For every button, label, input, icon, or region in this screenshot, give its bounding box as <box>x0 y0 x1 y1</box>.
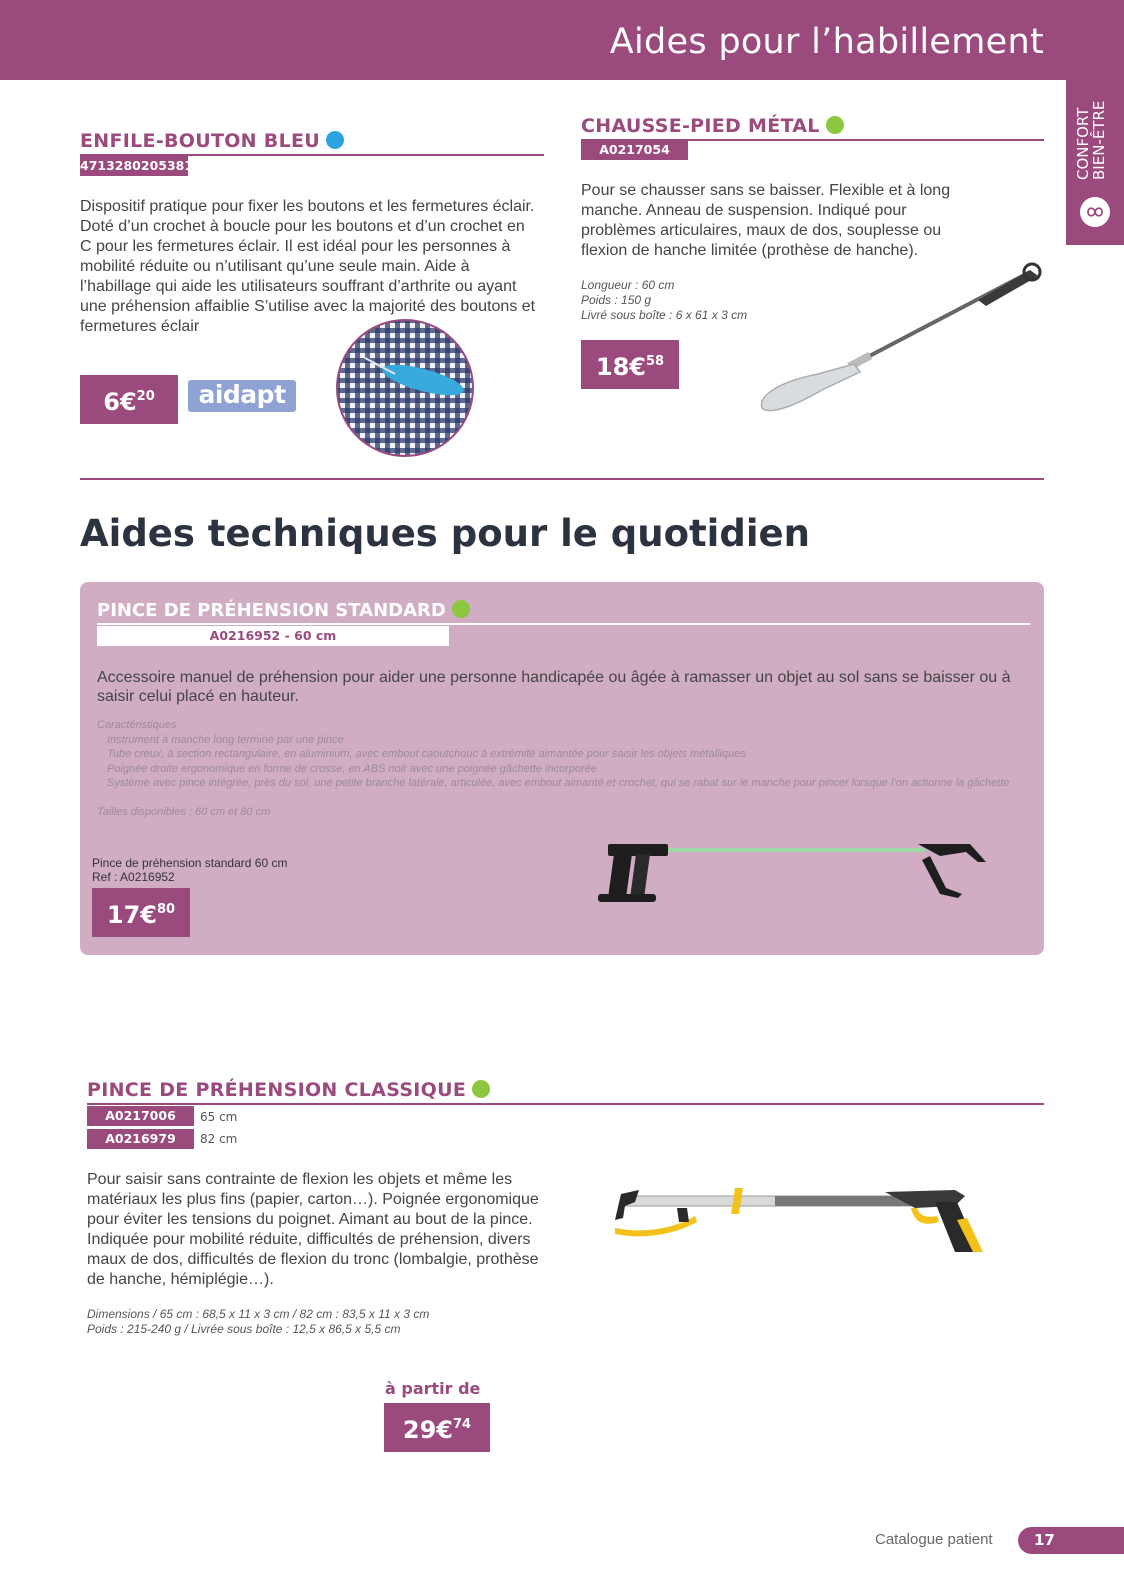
price-cents: 74 <box>453 1417 472 1432</box>
header-bar <box>0 0 1124 80</box>
spec-weight: Poids : 150 g <box>581 293 652 307</box>
page-title: Aides pour l’habillement <box>609 22 1044 62</box>
product-title-text: PINCE DE PRÉHENSION CLASSIQUE <box>87 1079 467 1101</box>
characteristics-heading: Caractéristiques <box>97 719 177 731</box>
product-title-text: PINCE DE PRÉHENSION STANDARD <box>97 600 446 621</box>
price-cents: 20 <box>136 389 155 404</box>
price-main: 29€ <box>402 1416 453 1444</box>
product-characteristics <box>97 718 1027 819</box>
product-title-pince-classique <box>87 1079 490 1101</box>
product-title-pince-standard <box>97 600 470 621</box>
reacher-classic-image <box>615 1172 1005 1262</box>
category-tab[interactable] <box>1066 80 1124 245</box>
product-description: Dispositif pratique pour fixer les boutons et les fermetures éclair. Doté d’un crochet à boucle pour les boutons et d’un crochet en C pour les fermetures éclair. Il est idéal pour les personnes à mobilité réduite ou n’utilisant qu’une seule main. Aide à l’habillage qui aide les utilisateurs souffrant d’arthrite ou ayant une préhension affaiblie S’utilise avec la majorité des boutons et fermetures éclair <box>80 198 536 335</box>
product-description: Accessoire manuel de préhension pour aider une personne handicapée ou âgée à ramasser un objet au sol sans se baisser ou à saisir celui placé en hauteur. <box>97 669 1011 705</box>
price-main: 18€ <box>595 353 646 381</box>
infinity-icon <box>1080 197 1110 227</box>
product-title-enfile-bouton <box>80 130 344 152</box>
spec-dimensions: Dimensions / 65 cm : 68,5 x 11 x 3 cm / 82 cm : 83,5 x 11 x 3 cm <box>87 1307 430 1321</box>
characteristic-item: Instrument à manche long terminé par une pince <box>107 733 344 746</box>
product-small-ref: Ref : A0216952 <box>92 870 175 884</box>
price-main: 6€ <box>103 388 137 416</box>
blue-dot-icon <box>326 131 344 149</box>
category-tab-label <box>1075 80 1107 180</box>
page-number: 17 <box>1034 1531 1055 1549</box>
product-ref: A0217054 <box>581 140 688 160</box>
price-cents: 58 <box>646 354 665 369</box>
product-specs <box>87 1307 547 1337</box>
price-tag <box>80 375 178 424</box>
characteristic-item: Tube creux, à section rectangulaire, en aluminium, avec embout caoutchouc à extrémité aimantée pour saisir les objets métalliques <box>107 748 746 760</box>
characteristic-item: Poignée droite ergonomique en forme de crosse, en ABS noir avec une poignée gâchette incorporée <box>107 762 598 775</box>
green-dot-icon <box>826 116 844 134</box>
footer-label: Catalogue patient <box>875 1531 993 1548</box>
aidapt-logo: aidapt <box>188 380 296 412</box>
product-ref: A0216952 - 60 cm <box>97 626 449 646</box>
available-sizes: Tailles disponibles : 60 cm et 80 cm <box>97 805 271 818</box>
spec-weight: Poids : 215-240 g / Livrée sous boîte : 12,5 x 86,5 x 5,5 cm <box>87 1322 401 1336</box>
ref-size-82: 82 cm <box>200 1132 238 1146</box>
product-title-text: ENFILE-BOUTON BLEU <box>80 130 320 152</box>
product-title-text: CHAUSSE-PIED MÉTAL <box>581 115 820 137</box>
product-description: Pour saisir sans contrainte de flexion les objets et même les matériaux les plus fins (papier, carton…). Poignée ergonomique pour éviter les tensions du poignet. Aimant au bout de la pince. Indiquée pour mobilité réduite, difficultés de préhension, divers maux de dos, difficultés de flexion du tronc (lombalgie, prothèse de hanche, hémiplégie…). <box>87 1171 539 1288</box>
characteristic-item: Système avec pince intégrée, près du sol, une petite branche latérale, articulée, avec embout aimanté et crochet, qui se rabat sur le manche pour pincer lorsque l’on actionne la gâchette <box>107 777 1010 789</box>
green-dot-icon <box>452 600 470 618</box>
category-line-1: CONFORT <box>1074 107 1092 180</box>
product-ref-65: A0217006 <box>87 1106 194 1126</box>
product-ref: 4713280205381 <box>80 156 188 176</box>
reacher-standard-image <box>600 840 1020 920</box>
product-small-name: Pince de préhension standard 60 cm <box>92 856 288 870</box>
price-cents: 80 <box>157 902 176 917</box>
spec-box: Livré sous boîte : 6 x 61 x 3 cm <box>581 308 748 322</box>
section-divider <box>80 478 1044 480</box>
shoehorn-image <box>758 262 1058 422</box>
section-title: Aides techniques pour le quotidien <box>80 512 810 555</box>
button-hook-image <box>335 318 475 458</box>
product-small-info <box>92 856 287 884</box>
green-dot-icon <box>472 1080 490 1098</box>
price-tag <box>92 888 190 937</box>
title-underline <box>97 623 1030 625</box>
product-title-chausse-pied <box>581 115 844 137</box>
title-underline <box>87 1103 1044 1105</box>
ref-size-65: 65 cm <box>200 1110 238 1124</box>
product-description: Pour se chausser sans se baisser. Flexible et à long manche. Anneau de suspension. Indiqué pour problèmes articulaires, maux de dos, souplesse ou flexion de hanche limitée (prothèse de hanche). <box>581 182 951 259</box>
price-tag <box>581 340 679 389</box>
price-prefix: à partir de <box>385 1379 481 1398</box>
category-line-2: BIEN-ÊTRE <box>1090 100 1108 180</box>
product-specs <box>581 278 747 323</box>
spec-length: Longueur : 60 cm <box>581 278 675 292</box>
price-main: 17€ <box>106 901 157 929</box>
product-ref-82: A0216979 <box>87 1129 194 1149</box>
price-tag <box>384 1403 490 1452</box>
